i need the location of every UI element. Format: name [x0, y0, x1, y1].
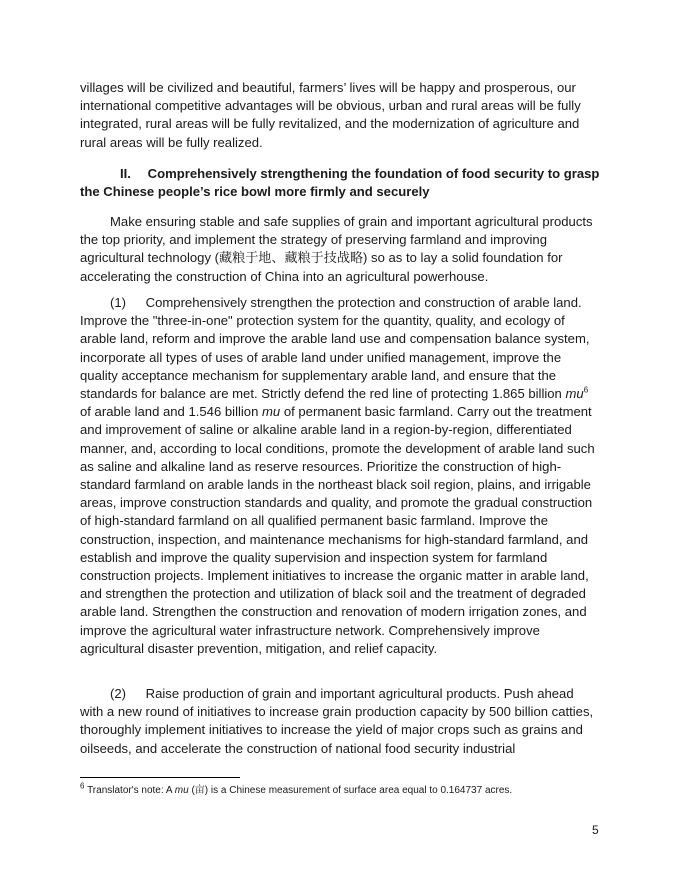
- mu-term: mu: [565, 386, 584, 402]
- paragraph-strategy: Make ensuring stable and safe supplies of grain and important agricultural products the top priority, and implement the strategy of preserving farmland and improving agricultural technology (藏粮于地、藏粮于技战略) so as to lay a solid foundation for accelerating the construction of China into an agricultural powerhouse.: [80, 214, 593, 284]
- footnote-suffix: (亩) is a Chinese measurement of surface area equal to 0.164737 acres.: [191, 785, 513, 796]
- item-1-number: (1): [110, 295, 127, 310]
- section-title: Comprehensively strengthening the foundation of food security to grasp the Chinese people’s rice bowl more firmly and securely: [80, 166, 600, 200]
- page-number: 5: [592, 823, 599, 837]
- paragraph-item-2: [80, 685, 600, 758]
- item-2-number: (2): [110, 686, 127, 701]
- section-number: II.: [120, 166, 131, 181]
- footnote-prefix: Translator's note: A: [87, 785, 172, 796]
- mu-term: mu: [262, 404, 281, 420]
- item-1-text-c: of permanent basic farmland. Carry out the treatment and improvement of saline or alkaline arable land in a region-by-region, differentiated manner, and, according to local conditions, promote the development of arable land such as saline and alkaline land as reserve resources. Prioritize the construction of high-standard farmland on arable lands in the northeast black soil region, plains, and irrigable areas, improve construction standards and quality, and promote the gradual construction of high-standard farmland on all qualified permanent basic farmland. Improve the construction, inspection, and maintenance mechanisms for high-standard farmland, and establish and improve the quality supervision and inspection system for farmland construction projects. Implement initiatives to increase the organic matter in arable land, and strengthen the protection and utilization of black soil and the treatment of degraded arable land. Strengthen the construction and renovation of modern irrigation zones, and improve the agricultural water infrastructure network. Comprehensively improve agricultural disaster prevention, mitigation, and relief capacity.: [80, 404, 595, 656]
- footnote-number: 6: [80, 781, 85, 791]
- footnote-term: mu: [174, 785, 189, 796]
- footnote-separator: [80, 777, 240, 778]
- footnote-reference[interactable]: 6: [583, 385, 589, 395]
- item-1-text-a: Comprehensively strengthen the protection and construction of arable land. Improve the "three-in-one" protection system for the quantity, quality, and ecology of arable land, reform and improve the arable land use and compensation balance system, incorporate all types of uses of arable land under unified management, improve the quality acceptance mechanism for supplementary arable land, and ensure that the standards for balance are met. Strictly defend the red line of protecting 1.865 billion: [80, 295, 590, 402]
- paragraph-item-1: [80, 294, 600, 658]
- item-1-text-b: of arable land and 1.546 billion: [80, 404, 259, 420]
- footnote: [80, 781, 620, 798]
- item-2-text: Raise production of grain and important agricultural products. Push ahead with a new round of initiatives to increase grain production capacity by 500 billion catties, thoroughly implement initiatives to increase the yield of major crops such as grains and oilseeds, and accelerate the construction of national food security industrial: [80, 686, 594, 756]
- section-heading: [80, 165, 600, 201]
- paragraph-intro-tail: villages will be civilized and beautiful, farmers’ lives will be happy and prosperous, our international competitive advantages will be obvious, urban and rural areas will be fully integrated, rural areas will be fully revitalized, and the modernization of agriculture and rural areas will be fully realized.: [80, 80, 581, 150]
